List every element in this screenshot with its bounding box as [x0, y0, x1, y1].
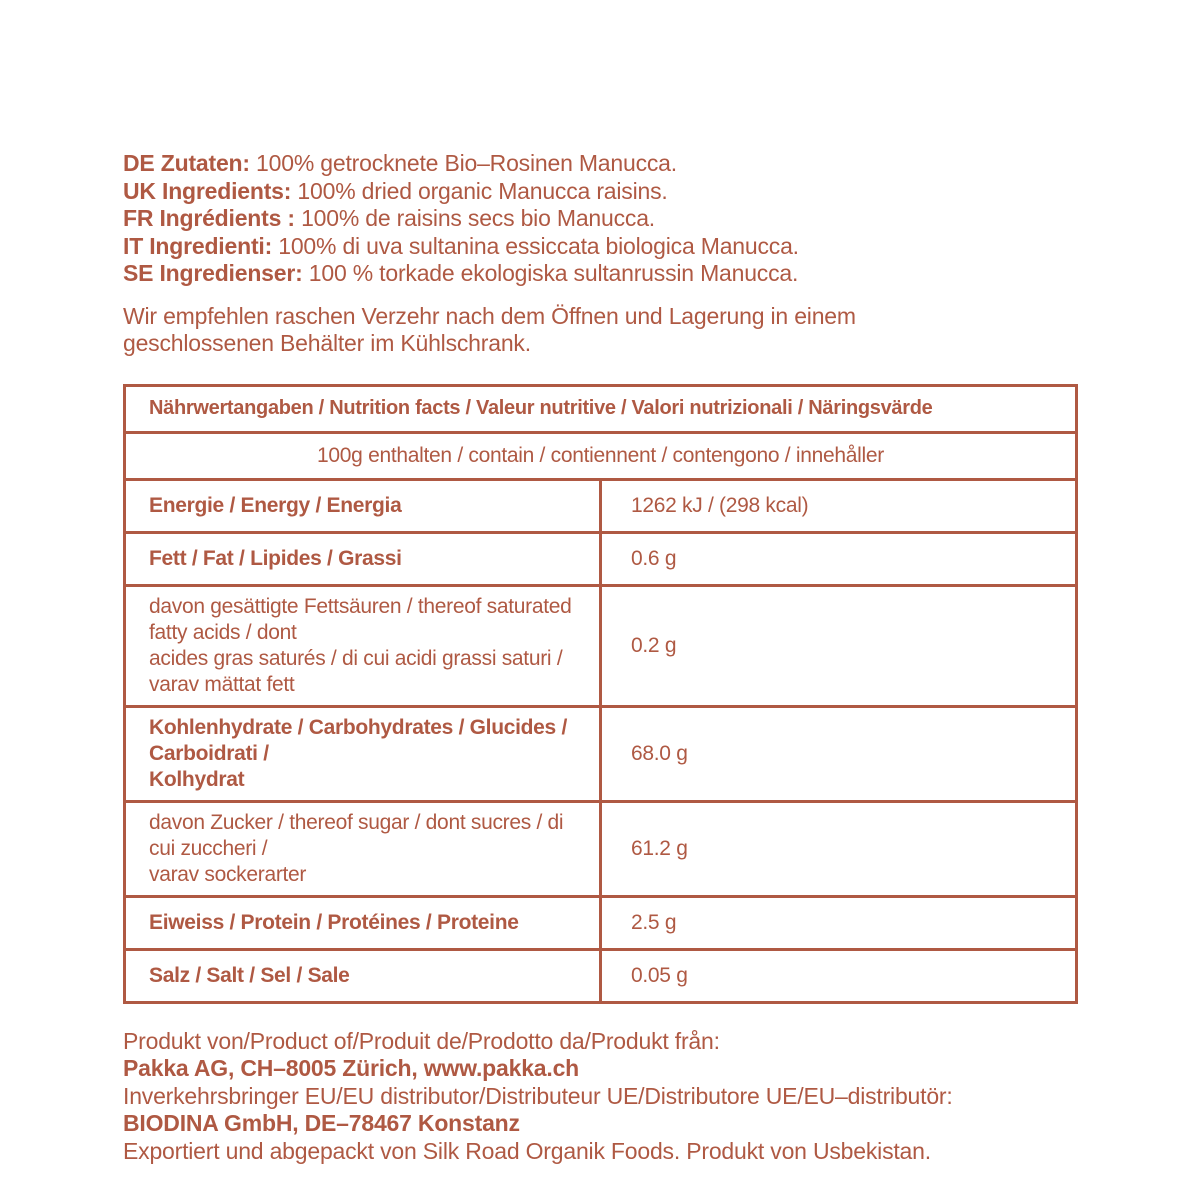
ingredients-prefix-it: IT Ingredienti: [123, 232, 273, 259]
nutrition-label-salt-line1: Salz / Salt / Sel / Sale [149, 963, 350, 987]
nutrition-value-sugar: 61.2 g [601, 801, 1077, 896]
nutrition-row-saturated-fat [125, 585, 1077, 706]
nutrition-value-energy: 1262 kJ / (298 kcal) [601, 479, 1077, 532]
nutrition-label-saturated-fat-line1: davon gesättigte Fettsäuren / thereof saturated fatty acids / dont [149, 594, 572, 644]
ingredients-line-de [123, 150, 1078, 178]
ingredients-prefix-de: DE Zutaten: [123, 150, 250, 176]
ingredients-prefix-se: SE Ingredienser: [123, 260, 303, 286]
nutrition-row-salt [125, 949, 1077, 1002]
ingredients-prefix-uk: UK Ingredients: [123, 177, 292, 204]
ingredients-line-uk [123, 178, 1078, 206]
ingredients-text-se: 100 % torkade ekologiska sultanrussin Manucca. [302, 260, 799, 286]
ingredients-text-fr: 100% de raisins secs bio Manucca. [294, 205, 655, 231]
producer-line-biodina: BIODINA GmbH, DE–78467 Konstanz [123, 1110, 520, 1136]
producer-line-distributor: Inverkehrsbringer EU/EU distributor/Distributeur UE/Distributore UE/EU–distributör: [123, 1082, 953, 1109]
nutrition-label-energy [125, 479, 601, 532]
nutrition-label-sugar-line1: davon Zucker / thereof sugar / dont sucres / di cui zuccheri / [149, 810, 564, 860]
ingredients-list [123, 150, 1078, 288]
nutrition-value-salt: 0.05 g [601, 949, 1077, 1002]
ingredients-text-it: 100% di uva sultanina essiccata biologica Manucca. [272, 232, 799, 259]
nutrition-row-fat [125, 532, 1077, 585]
nutrition-row-sugar [125, 801, 1077, 896]
nutrition-label-salt [125, 949, 601, 1002]
nutrition-label-protein-line1: Eiweiss / Protein / Protéines / Proteine [149, 910, 519, 934]
storage-note-line1: Wir empfehlen raschen Verzehr nach dem Öffnen und Lagerung in einem [123, 302, 856, 329]
nutrition-label-protein [125, 896, 601, 949]
nutrition-label-fat [125, 532, 601, 585]
nutrition-label-carbohydrates-line1: Kohlenhydrate / Carbohydrates / Glucides / Carboidrati / [149, 715, 568, 765]
storage-note-line2: geschlossenen Behälter im Kühlschrank. [123, 330, 531, 356]
nutrition-label-carbohydrates [125, 706, 601, 801]
producer-info [123, 1028, 1078, 1166]
producer-line-product-of: Produkt von/Product of/Produit de/Prodotto da/Produkt från: [123, 1027, 720, 1054]
nutrition-subtitle-row [125, 432, 1077, 479]
nutrition-table-title: Nährwertangaben / Nutrition facts / Valeur nutritive / Valori nutrizionali / Näringsvärde [125, 385, 1077, 432]
producer-line-export: Exportiert und abgepackt von Silk Road Organik Foods. Produkt von Usbekistan. [123, 1137, 931, 1164]
nutrition-value-saturated-fat: 0.2 g [601, 585, 1077, 706]
nutrition-row-protein [125, 896, 1077, 949]
nutrition-label-energy-line1: Energie / Energy / Energia [149, 493, 402, 517]
nutrition-row-energy [125, 479, 1077, 532]
nutrition-label-saturated-fat [125, 585, 601, 706]
nutrition-table [123, 384, 1078, 1004]
nutrition-label-carbohydrates-line2: Kolhydrat [149, 767, 245, 791]
ingredients-text-de: 100% getrocknete Bio–Rosinen Manucca. [249, 150, 677, 176]
producer-line-pakka: Pakka AG, CH–8005 Zürich, www.pakka.ch [123, 1055, 580, 1081]
nutrition-label-saturated-fat-line2: acides gras saturés / di cui acidi grassi saturi / varav mättat fett [149, 646, 563, 696]
ingredients-line-it [123, 233, 1078, 261]
storage-note [123, 303, 1078, 358]
ingredients-text-uk: 100% dried organic Manucca raisins. [291, 177, 668, 204]
nutrition-header-row [125, 385, 1077, 432]
nutrition-label-fat-line1: Fett / Fat / Lipides / Grassi [149, 546, 402, 570]
nutrition-value-carbohydrates: 68.0 g [601, 706, 1077, 801]
ingredients-line-fr [123, 205, 1078, 233]
nutrition-value-protein: 2.5 g [601, 896, 1077, 949]
nutrition-value-fat: 0.6 g [601, 532, 1077, 585]
nutrition-label-sugar-line2: varav sockerarter [149, 862, 307, 886]
nutrition-table-subtitle: 100g enthalten / contain / contiennent / contengono / innehåller [125, 432, 1077, 479]
nutrition-row-carbohydrates [125, 706, 1077, 801]
nutrition-label-sugar [125, 801, 601, 896]
ingredients-line-se [123, 260, 1078, 288]
product-label-sheet [123, 150, 1078, 1165]
ingredients-prefix-fr: FR Ingrédients : [123, 205, 295, 231]
